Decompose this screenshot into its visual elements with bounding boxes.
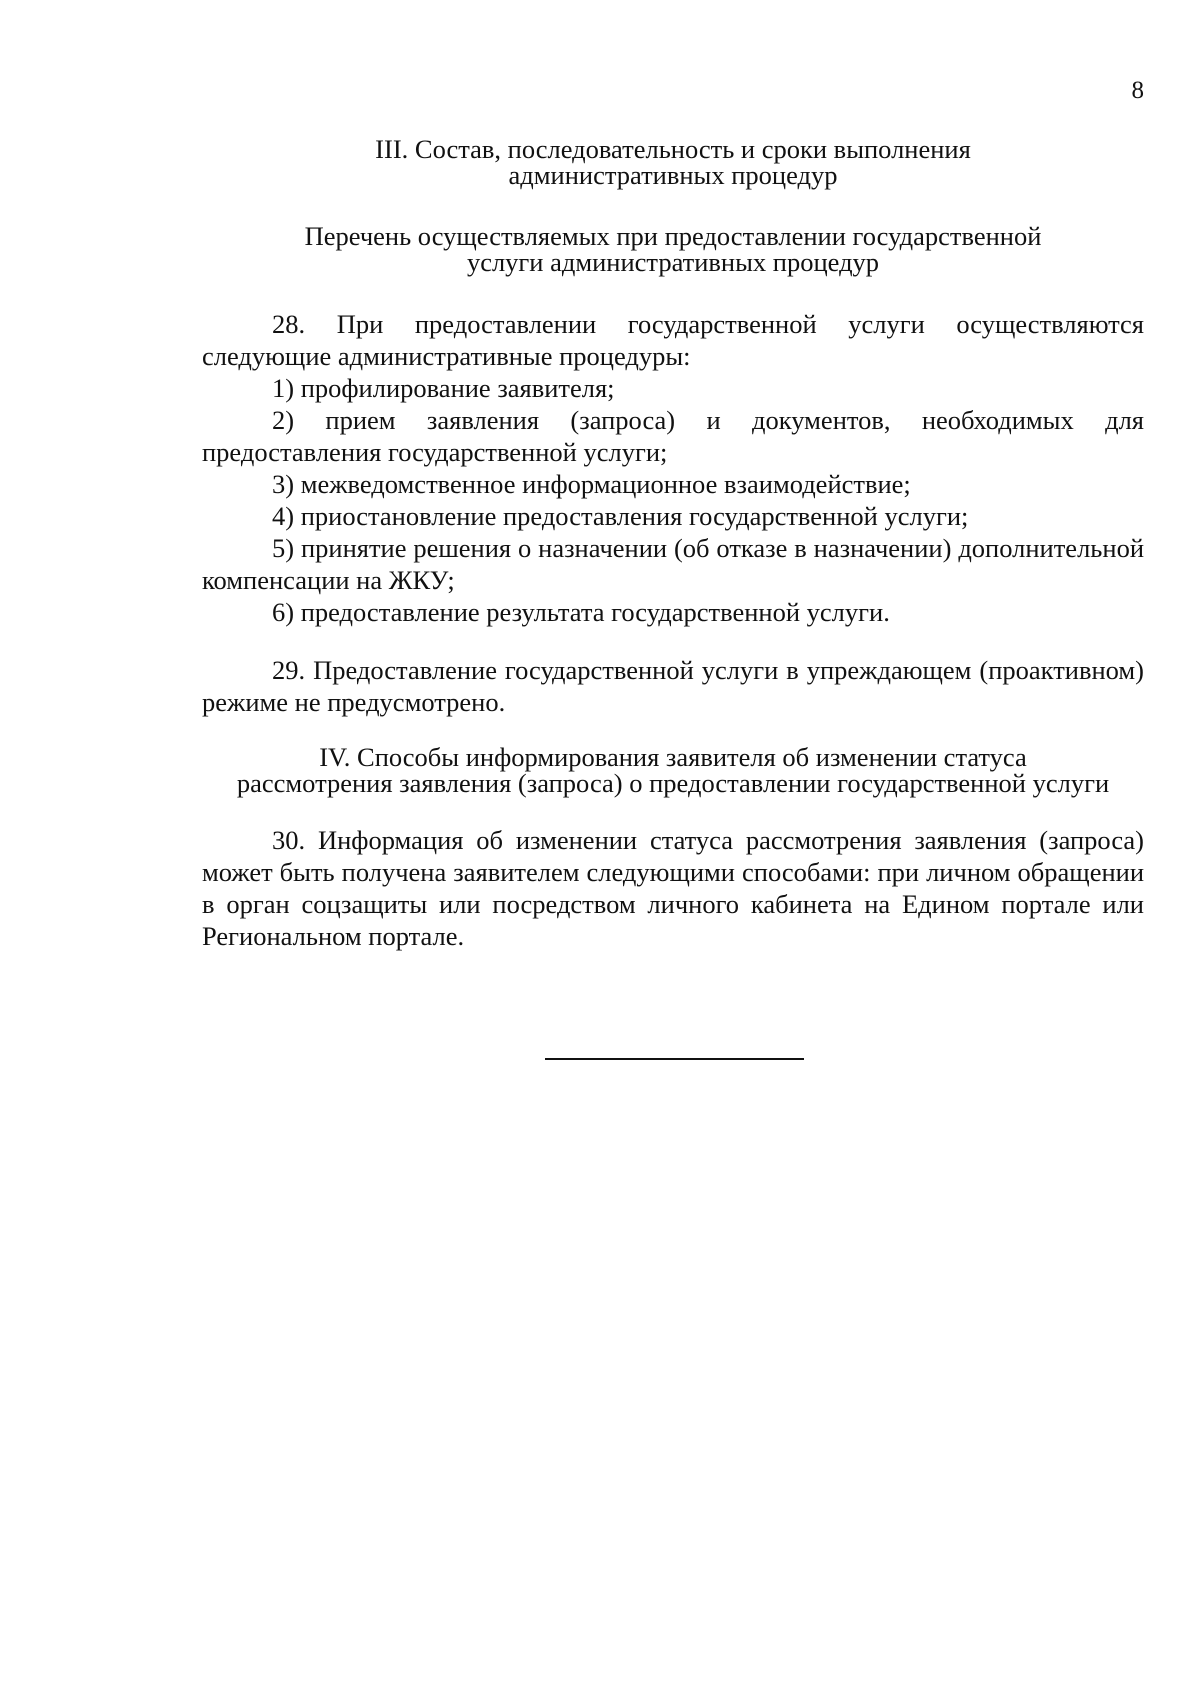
list-item: 5) принятие решения о назначении (об отказе в назначении) дополнительной компенсации на ЖКУ;	[202, 533, 1144, 595]
end-of-text-divider	[545, 1058, 804, 1060]
procedures-list-title-line-2: услуги административных процедур	[466, 247, 880, 277]
section-4-heading	[202, 744, 1144, 796]
list-item: 6) предоставление результата государственной услуги.	[272, 597, 890, 627]
section-3-heading	[202, 136, 1144, 188]
document-body	[202, 136, 1144, 952]
page-number: 8	[1131, 77, 1144, 104]
paragraph-29: 29. Предоставление государственной услуги в упреждающем (проактивном) режиме не предусмотрено.	[202, 655, 1144, 717]
list-item: 1) профилирование заявителя;	[272, 373, 615, 403]
paragraph-30: 30. Информация об изменении статуса рассмотрения заявления (запроса) может быть получена заявителем следующими способами: при личном обращении в орган соцзащиты или посредством личного кабинета на Едином портале или Региональном портале.	[202, 825, 1144, 951]
list-item: 4) приостановление предоставления государственной услуги;	[272, 501, 969, 531]
section-3-title-line-1: III. Состав, последовательность и сроки выполнения	[375, 134, 971, 164]
section-4-title-line-2: рассмотрения заявления (запроса) о предоставлении государственной услуги	[236, 768, 1110, 798]
list-item: 2) прием заявления (запроса) и документов, необходимых для предоставления государственной услуги;	[202, 405, 1144, 467]
section-3-title-line-2: административных процедур	[508, 160, 838, 190]
procedures-list-heading	[202, 223, 1144, 275]
procedures-list	[202, 372, 1144, 628]
procedures-list-title-line-1: Перечень осуществляемых при предоставлении государственной	[304, 221, 1042, 251]
paragraph-28-intro: 28. При предоставлении государственной услуги осуществляются следующие административные процедуры:	[202, 309, 1144, 371]
section-4-title-line-1: IV. Способы информирования заявителя об изменении статуса	[319, 742, 1027, 772]
list-item: 3) межведомственное информационное взаимодействие;	[272, 469, 911, 499]
